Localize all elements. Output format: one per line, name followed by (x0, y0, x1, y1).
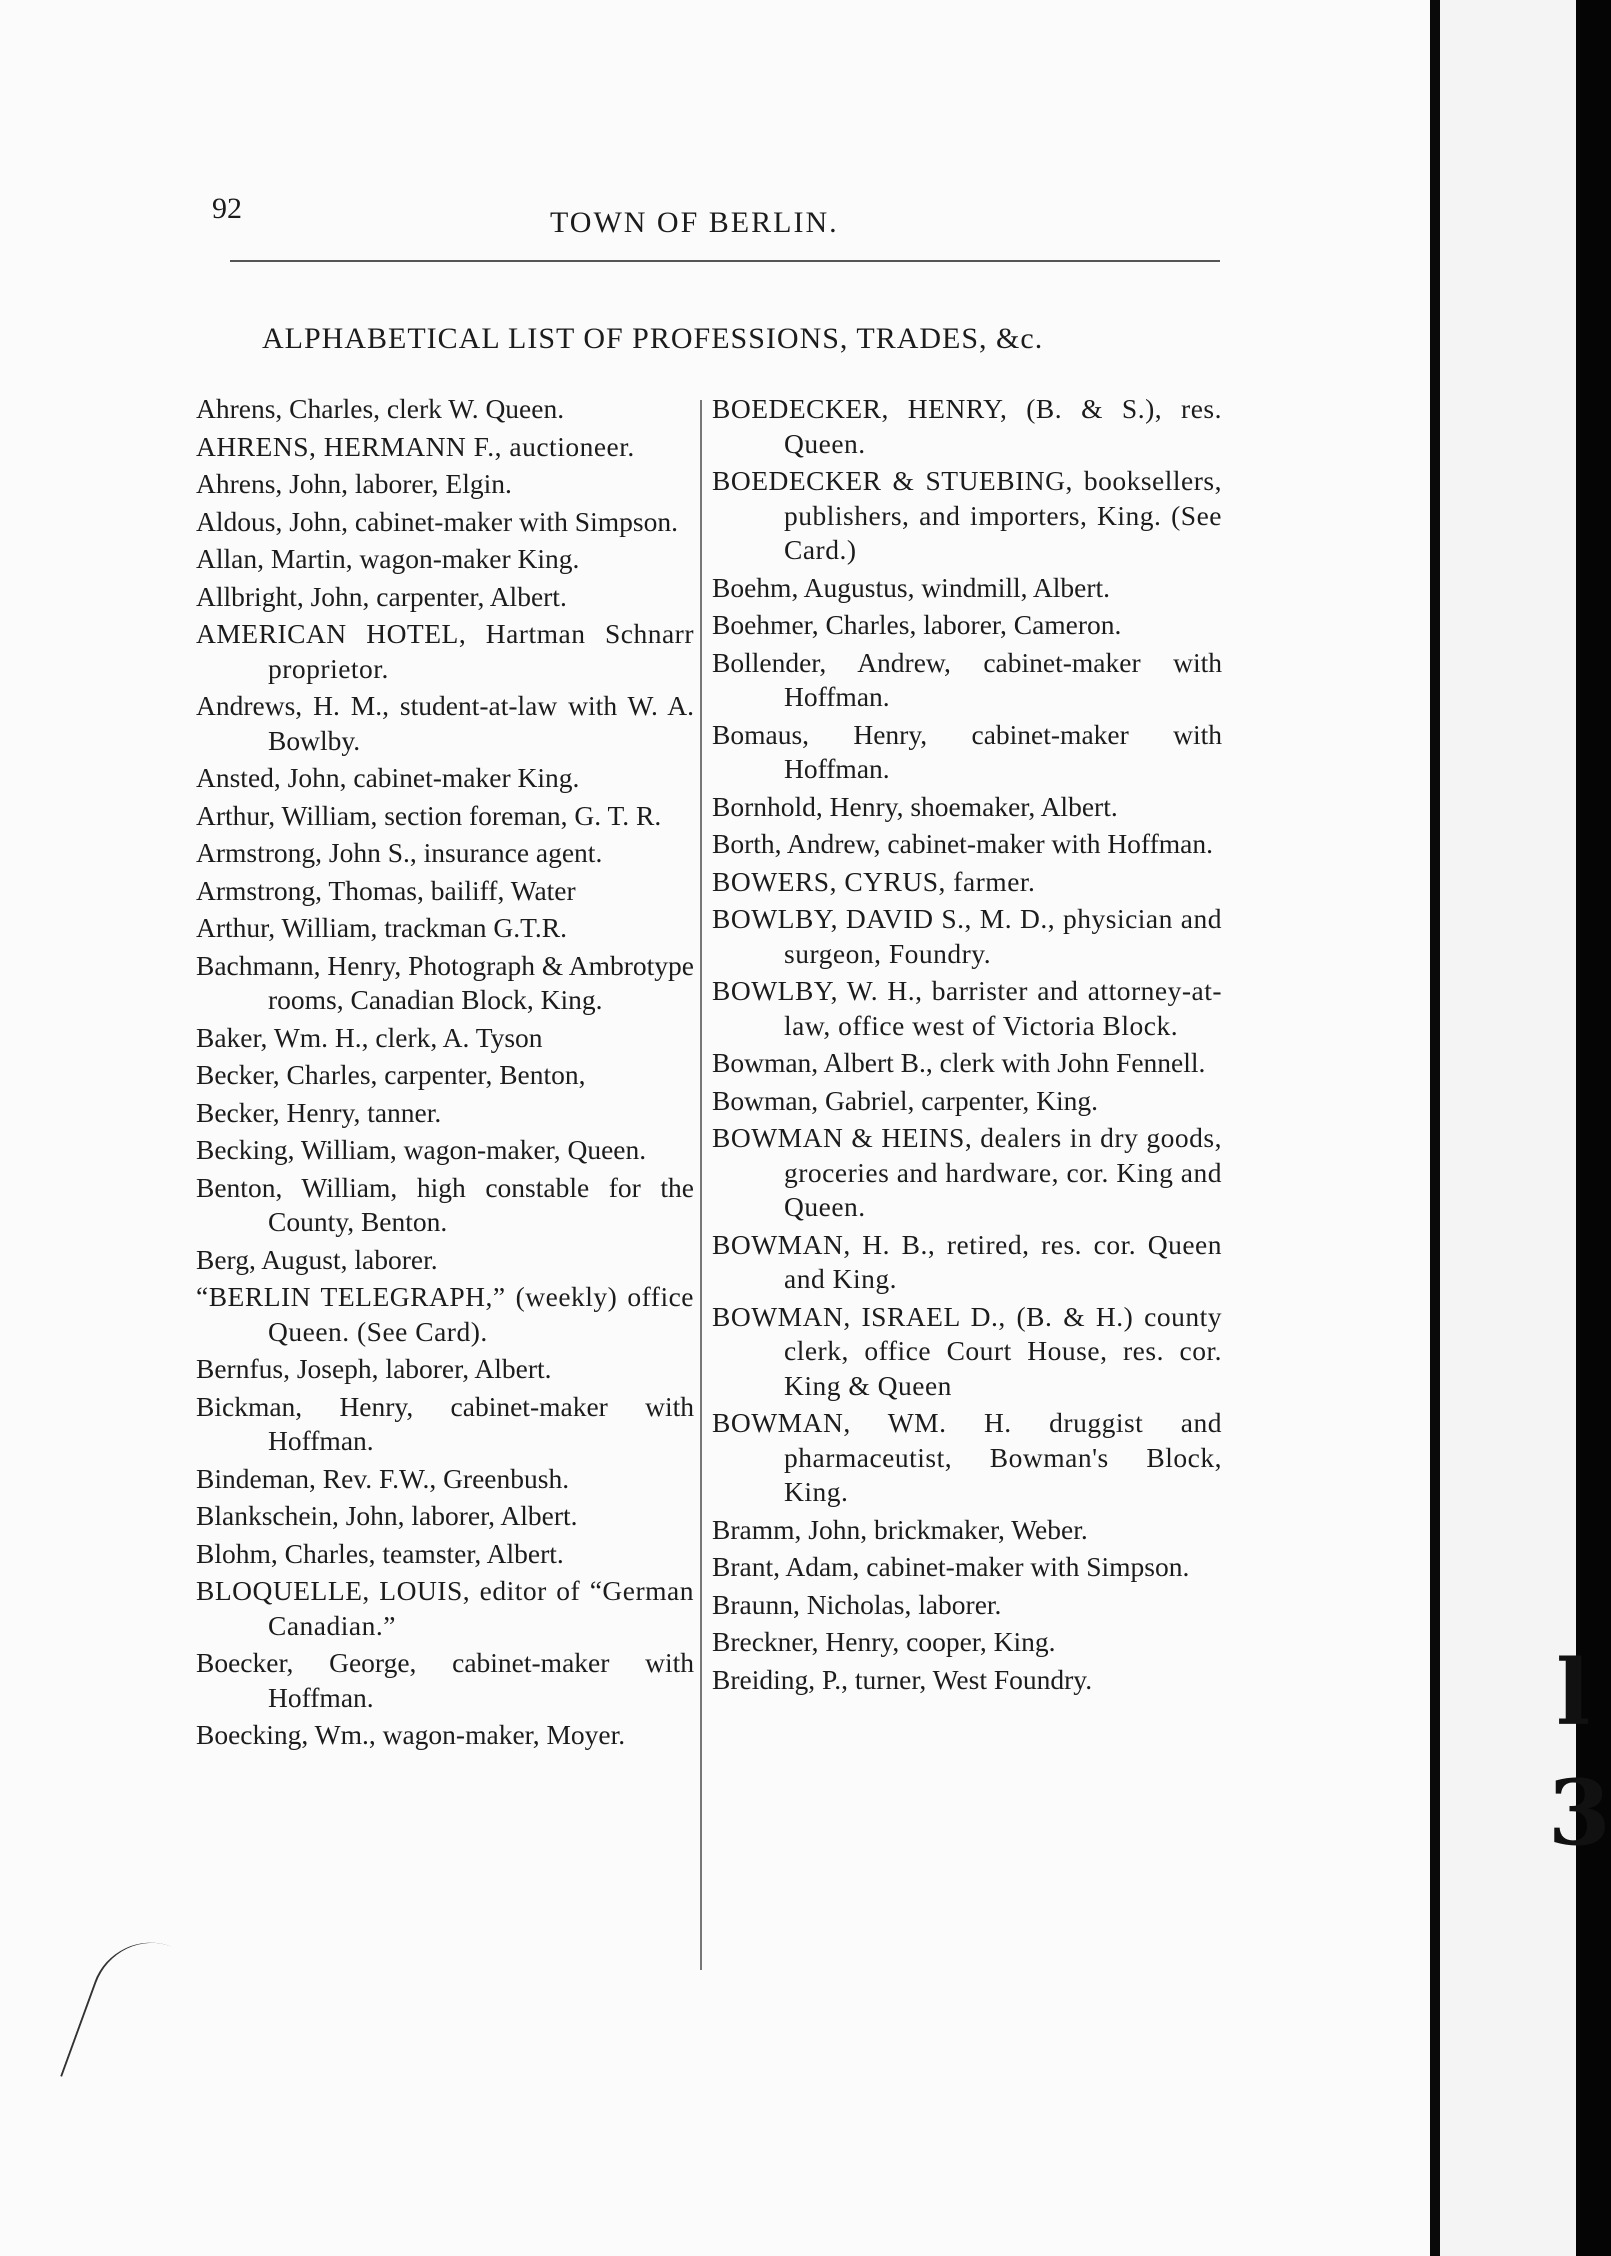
directory-entry: Bachmann, Henry, Photograph & Ambrotype rooms, Canadian Block, King. (196, 949, 694, 1015)
directory-entry: BOWLBY, W. H., barrister and attorney-at-law, office west of Victoria Block. (712, 975, 1222, 1041)
pencil-mark (60, 1926, 192, 2104)
directory-entry: BOWMAN, ISRAEL D., (B. & H.) county clerk, office Court House, res. cor. King & Queen (712, 1300, 1222, 1401)
directory-entry: Bollender, Andrew, cabinet-maker with Hoffman. (712, 646, 1222, 712)
directory-entry: Boecker, George, cabinet-maker with Hoffman. (196, 1647, 694, 1713)
directory-entry: Benton, William, high constable for the County, Benton. (196, 1171, 694, 1237)
left-column (196, 392, 694, 1756)
directory-entry: Borth, Andrew, cabinet-maker with Hoffman. (712, 828, 1213, 859)
running-head: TOWN OF BERLIN. (550, 206, 839, 239)
right-column (712, 392, 1222, 1700)
directory-entry: BOWLBY, DAVID S., M. D., physician and surgeon, Foundry. (712, 903, 1222, 969)
directory-entry: Bernfus, Joseph, laborer, Albert. (196, 1353, 552, 1384)
directory-entry: Bramm, John, brickmaker, Weber. (712, 1513, 1088, 1545)
directory-entry: BOEDECKER & STUEBING, booksellers, publishers, and importers, King. (See Card.) (712, 465, 1222, 565)
directory-entry: Baker, Wm. H., clerk, A. Tyson (196, 1021, 543, 1053)
directory-entry: AHRENS, HERMANN F., auctioneer. (196, 430, 635, 462)
directory-entry: AMERICAN HOTEL, Hartman Schnarr proprietor. (196, 618, 694, 684)
directory-entry: BLOQUELLE, LOUIS, editor of “German Canadian.” (196, 1575, 694, 1641)
directory-entry: Bowman, Gabriel, carpenter, King. (712, 1084, 1099, 1116)
directory-entry: Ahrens, John, laborer, Elgin. (196, 468, 512, 499)
directory-entry: Blankschein, John, laborer, Albert. (196, 1500, 578, 1531)
directory-entry: Arthur, William, trackman G.T.R. (196, 912, 567, 943)
directory-entry: Becker, Charles, carpenter, Benton, (196, 1059, 586, 1090)
directory-entry: Armstrong, Thomas, bailiff, Water (196, 874, 576, 906)
directory-entry: Breckner, Henry, cooper, King. (712, 1626, 1056, 1657)
directory-entry: Ansted, John, cabinet-maker King. (196, 762, 580, 793)
directory-entry: Braunn, Nicholas, laborer. (712, 1588, 1002, 1620)
directory-entry: BOWMAN, WM. H. druggist and pharmaceutist, Bowman's Block, King. (712, 1407, 1222, 1507)
directory-entry: Arthur, William, section foreman, G. T. R. (196, 799, 662, 831)
directory-entry: Berg, August, laborer. (196, 1243, 438, 1275)
column-divider (700, 400, 702, 1970)
adjacent-page-edge (1440, 0, 1611, 2256)
directory-entry: Bickman, Henry, cabinet-maker with Hoffman. (196, 1390, 694, 1456)
header-rule (230, 260, 1220, 262)
directory-entry: Brant, Adam, cabinet-maker with Simpson. (712, 1551, 1190, 1582)
adjacent-page-glyph: l (1556, 1640, 1591, 1746)
directory-entry: Bornhold, Henry, shoemaker, Albert. (712, 790, 1118, 822)
directory-entry: BOEDECKER, HENRY, (B. & S.), res. Queen. (712, 393, 1222, 459)
directory-entry: Ahrens, Charles, clerk W. Queen. (196, 393, 565, 424)
directory-entry: BOWERS, CYRUS, farmer. (712, 865, 1036, 897)
directory-entry: Bindeman, Rev. F.W., Greenbush. (196, 1462, 570, 1494)
directory-entry: Bowman, Albert B., clerk with John Fennell. (712, 1047, 1206, 1078)
directory-entry: Becker, Henry, tanner. (196, 1096, 442, 1128)
adjacent-page-glyph: 3 (1548, 1760, 1611, 1866)
directory-entry: Blohm, Charles, teamster, Albert. (196, 1537, 564, 1569)
directory-entry: Armstrong, John S., insurance agent. (196, 837, 603, 868)
directory-entry: Boehmer, Charles, laborer, Cameron. (712, 609, 1122, 640)
directory-entry: Andrews, H. M., student-at-law with W. A. Bowlby. (196, 690, 694, 756)
page-number: 92 (212, 192, 242, 225)
directory-entry: Boehm, Augustus, windmill, Albert. (712, 571, 1110, 603)
directory-entry: “BERLIN TELEGRAPH,” (weekly) office Queen. (See Card). (196, 1281, 694, 1347)
section-title: ALPHABETICAL LIST OF PROFESSIONS, TRADES, &c. (262, 322, 1044, 355)
directory-entry: BOWMAN & HEINS, dealers in dry goods, groceries and hardware, cor. King and Queen. (712, 1122, 1222, 1222)
directory-entry: Bomaus, Henry, cabinet-maker with Hoffman. (712, 718, 1222, 784)
directory-entry: Aldous, John, cabinet-maker with Simpson. (196, 505, 678, 537)
directory-entry: Allan, Martin, wagon-maker King. (196, 543, 580, 574)
directory-entry: Breiding, P., turner, West Foundry. (712, 1663, 1093, 1695)
directory-entry: BOWMAN, H. B., retired, res. cor. Queen and King. (712, 1228, 1222, 1294)
directory-entry: Allbright, John, carpenter, Albert. (196, 580, 567, 612)
directory-entry: Boecking, Wm., wagon-maker, Moyer. (196, 1719, 626, 1750)
directory-entry: Becking, William, wagon-maker, Queen. (196, 1134, 647, 1165)
